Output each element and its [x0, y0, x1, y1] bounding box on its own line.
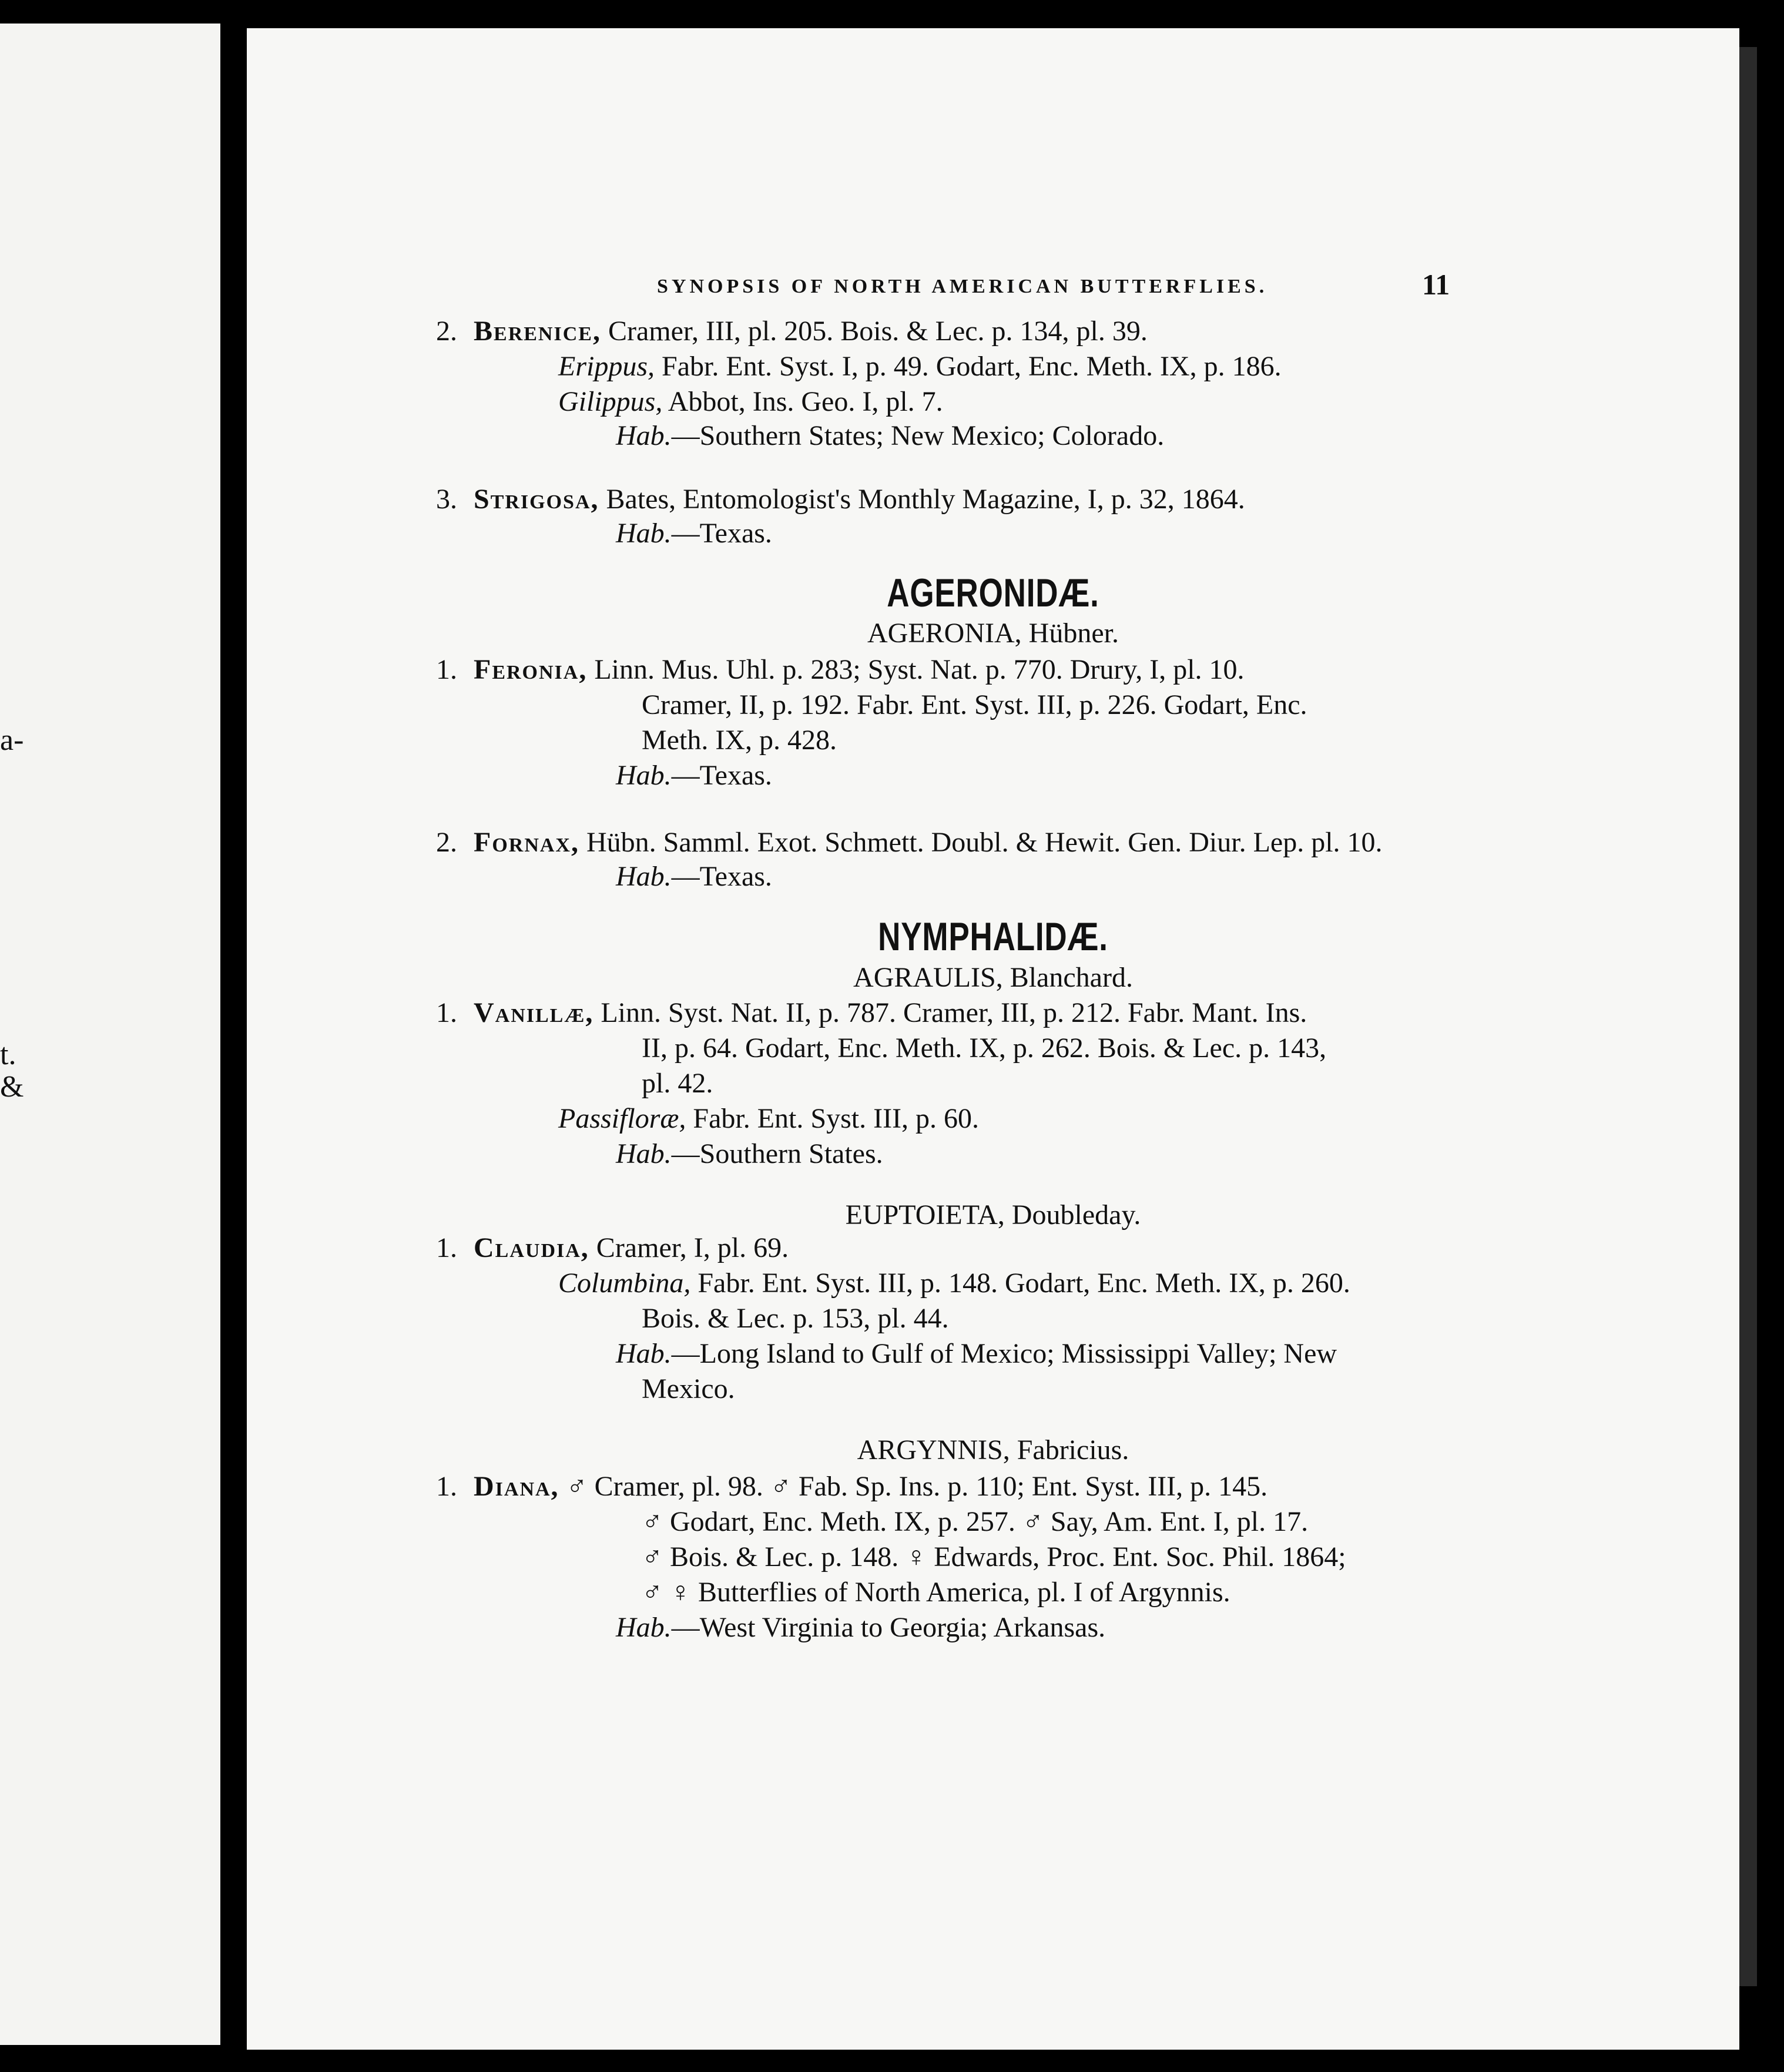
citation-text: Fabr. Ent. Syst. III, p. 60.	[686, 1103, 980, 1134]
habitat-text: —Southern States.	[671, 1138, 883, 1169]
entry-line	[616, 1340, 1337, 1368]
habitat-text: —Texas.	[671, 760, 772, 791]
entry-line	[642, 1375, 735, 1403]
species-name: Fornax,	[474, 827, 579, 858]
family-heading: NYMPHALIDÆ.	[878, 914, 1108, 959]
facing-page-fragment: t.	[0, 1038, 16, 1071]
entry-line	[436, 484, 1245, 515]
entry-line	[642, 1578, 1230, 1607]
entry-line	[642, 1543, 1346, 1571]
continuation-text: Meth. IX, p. 428.	[642, 725, 837, 756]
entry-line	[616, 1614, 1105, 1642]
entry-line	[436, 1232, 789, 1263]
habitat-label: Hab.	[616, 861, 672, 892]
habitat-text: —Texas.	[671, 518, 772, 549]
citation-text: ♂ Cramer, pl. 98. ♂ Fab. Sp. Ins. p. 110; Ent. Syst. III, p. 145.	[559, 1471, 1268, 1502]
page-number: 11	[1422, 268, 1450, 301]
entry-line	[616, 519, 772, 548]
species-number: 2.	[436, 827, 457, 858]
habitat-label: Hab.	[616, 420, 672, 451]
species-number: 1.	[436, 1471, 457, 1502]
entry-line	[642, 1508, 1308, 1536]
citation-text: Cramer, I, pl. 69.	[589, 1232, 789, 1263]
species-name: Berenice,	[474, 316, 601, 347]
facing-page-fragment: &	[0, 1070, 24, 1104]
continuation-text: ♂ Bois. & Lec. p. 148. ♀ Edwards, Proc. Ent. Soc. Phil. 1864;	[642, 1541, 1346, 1573]
entry-line	[642, 1069, 713, 1098]
species-name: Claudia,	[474, 1232, 589, 1263]
entry-line	[616, 1140, 883, 1168]
entry-line	[436, 997, 1307, 1028]
synonym-name: Passifloræ,	[558, 1103, 686, 1134]
species-number: 1.	[436, 997, 457, 1028]
citation-text: Cramer, III, pl. 205. Bois. & Lec. p. 134, pl. 39.	[601, 316, 1148, 347]
habitat-text: —Long Island to Gulf of Mexico; Mississippi Valley; New	[671, 1338, 1337, 1369]
species-number: 2.	[436, 316, 457, 347]
entry-line	[616, 762, 772, 790]
habitat-text: —Southern States; New Mexico; Colorado.	[671, 420, 1165, 451]
entry-line	[436, 316, 1148, 347]
citation-text: Abbot, Ins. Geo. I, pl. 7.	[662, 386, 943, 417]
entry-line	[558, 388, 943, 416]
continuation-text: II, p. 64. Godart, Enc. Meth. IX, p. 262. Bois. & Lec. p. 143,	[642, 1032, 1327, 1064]
entry-line	[436, 654, 1245, 685]
genus-heading: ARGYNNIS, Fabricius.	[857, 1434, 1129, 1466]
continuation-text: Cramer, II, p. 192. Fabr. Ent. Syst. III, p. 226. Godart, Enc.	[642, 689, 1307, 720]
genus-heading: AGERONIA, Hübner.	[867, 618, 1119, 649]
facing-page-fragment: a-	[0, 723, 24, 757]
page-edge	[1739, 47, 1757, 1986]
continuation-text: Mexico.	[642, 1373, 735, 1404]
family-heading: AGERONIDÆ.	[887, 571, 1099, 615]
genus-heading: AGRAULIS, Blanchard.	[853, 962, 1133, 993]
book-gutter	[220, 0, 247, 2072]
synonym-name: Gilippus,	[558, 386, 663, 417]
synonym-name: Erippus,	[558, 351, 655, 382]
entry-line	[558, 1105, 979, 1133]
entry-line	[642, 1305, 949, 1333]
habitat-text: —Texas.	[671, 861, 772, 892]
habitat-text: —West Virginia to Georgia; Arkansas.	[671, 1612, 1106, 1643]
entry-line	[436, 827, 1383, 858]
entry-line	[436, 1471, 1268, 1502]
species-name: Vanillæ,	[474, 997, 594, 1028]
entry-line	[642, 1034, 1326, 1062]
species-number: 1.	[436, 654, 457, 685]
entry-line	[616, 422, 1164, 450]
habitat-label: Hab.	[616, 1612, 672, 1643]
running-title: SYNOPSIS OF NORTH AMERICAN BUTTERFLIES.	[657, 276, 1268, 297]
species-name: Feronia,	[474, 654, 588, 685]
habitat-label: Hab.	[616, 1338, 672, 1369]
citation-text: Linn. Syst. Nat. II, p. 787. Cramer, III, p. 212. Fabr. Mant. Ins.	[593, 997, 1307, 1028]
citation-text: Hübn. Samml. Exot. Schmett. Doubl. & Hewit. Gen. Diur. Lep. pl. 10.	[579, 827, 1383, 858]
entry-line	[558, 353, 1282, 381]
citation-text: Fabr. Ent. Syst. I, p. 49. Godart, Enc. Meth. IX, p. 186.	[655, 351, 1282, 382]
book-page	[247, 28, 1739, 2050]
species-name: Diana,	[474, 1471, 559, 1502]
habitat-label: Hab.	[616, 760, 672, 791]
habitat-label: Hab.	[616, 518, 672, 549]
species-number: 3.	[436, 484, 457, 515]
continuation-text: ♂ Godart, Enc. Meth. IX, p. 257. ♂ Say, Am. Ent. I, pl. 17.	[642, 1506, 1309, 1537]
habitat-label: Hab.	[616, 1138, 672, 1169]
entry-line	[558, 1269, 1350, 1297]
entry-line	[642, 691, 1307, 719]
facing-page	[0, 24, 220, 2045]
citation-text: Bates, Entomologist's Monthly Magazine, I, p. 32, 1864.	[599, 484, 1245, 515]
citation-text: Linn. Mus. Uhl. p. 283; Syst. Nat. p. 770. Drury, I, pl. 10.	[587, 654, 1245, 685]
continuation-text: ♂ ♀ Butterflies of North America, pl. I of Argynnis.	[642, 1577, 1230, 1608]
genus-heading: EUPTOIETA, Doubleday.	[845, 1199, 1141, 1231]
species-name: Strigosa,	[474, 484, 599, 515]
continuation-text: Bois. & Lec. p. 153, pl. 44.	[642, 1303, 949, 1334]
species-number: 1.	[436, 1232, 457, 1263]
synonym-name: Columbina,	[558, 1268, 691, 1299]
entry-line	[642, 726, 837, 755]
page-header	[247, 254, 1739, 301]
entry-line	[616, 863, 772, 891]
citation-text: Fabr. Ent. Syst. III, p. 148. Godart, Enc. Meth. IX, p. 260.	[690, 1268, 1350, 1299]
continuation-text: pl. 42.	[642, 1068, 713, 1099]
